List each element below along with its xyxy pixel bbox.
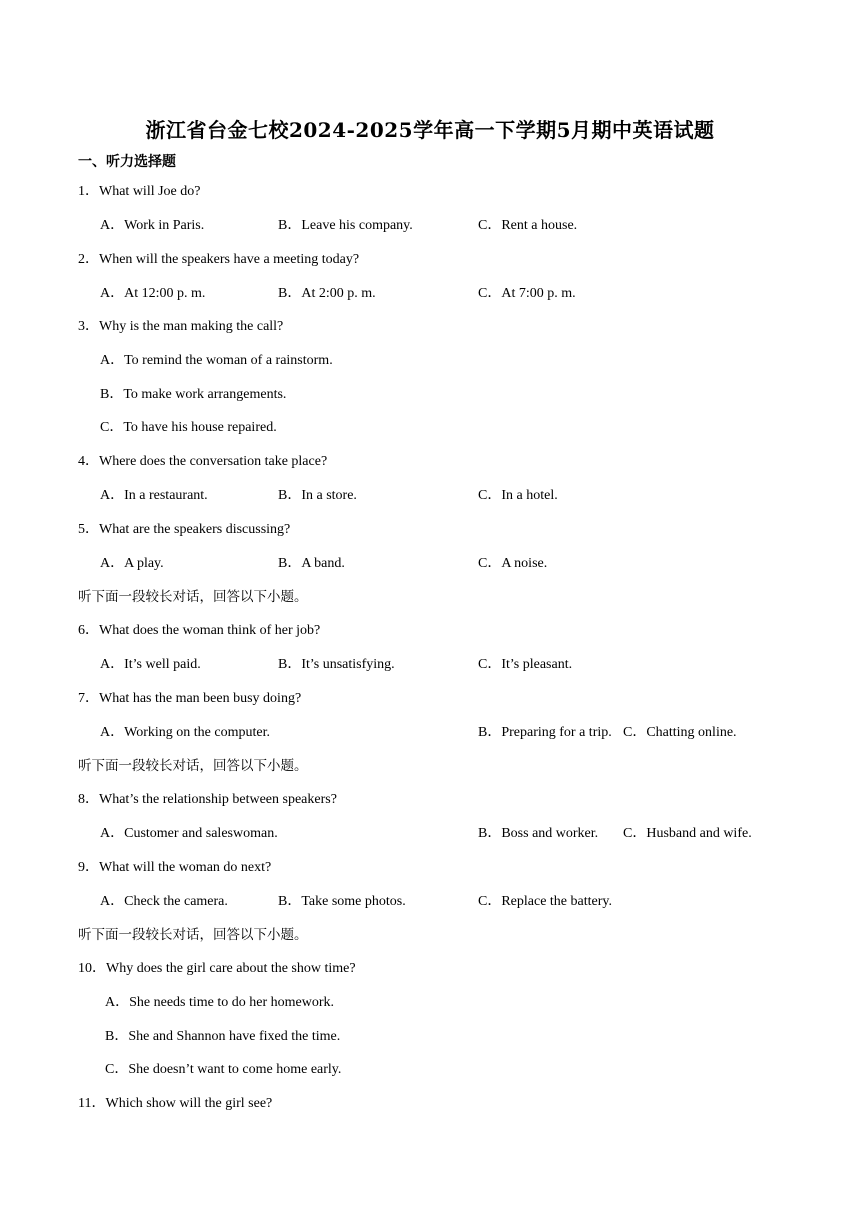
- question-2: 2．When will the speakers have a meeting today?: [78, 252, 360, 267]
- question-11: 11．Which show will the girl see?: [78, 1096, 273, 1111]
- question-4: 4．Where does the conversation take place?: [78, 454, 328, 469]
- question-7: 7．What has the man been busy doing?: [78, 691, 302, 706]
- question-5: 5．What are the speakers discussing?: [78, 522, 291, 537]
- question-5-option-b: B．A band.: [278, 556, 345, 571]
- question-9: 9．What will the woman do next?: [78, 860, 272, 875]
- question-4-option-a: A．In a restaurant.: [100, 488, 208, 503]
- question-3: 3．Why is the man making the call?: [78, 319, 284, 334]
- question-6-option-c: C．It’s pleasant.: [478, 657, 573, 672]
- question-2-option-b: B．At 2:00 p. m.: [278, 286, 376, 301]
- question-10: 10．Why does the girl care about the show time?: [78, 961, 356, 976]
- question-10-option-a: A．She needs time to do her homework.: [105, 995, 335, 1010]
- question-3-option-c: C．To have his house repaired.: [100, 420, 277, 435]
- question-8: 8．What’s the relationship between speakers?: [78, 792, 337, 807]
- long-dialogue-instruction: 听下面一段较长对话，回答以下小题。: [78, 758, 308, 774]
- question-8-option-a: A．Customer and saleswoman.: [100, 826, 278, 841]
- question-1-option-a: A．Work in Paris.: [100, 218, 205, 233]
- question-7-option-a: A．Working on the computer.: [100, 725, 270, 740]
- question-6: 6．What does the woman think of her job?: [78, 623, 321, 638]
- question-2-option-c: C．At 7:00 p. m.: [478, 286, 576, 301]
- question-9-option-a: A．Check the camera.: [100, 894, 228, 909]
- question-8-option-b: B．Boss and worker.: [478, 826, 599, 841]
- question-3-option-a: A．To remind the woman of a rainstorm.: [100, 353, 333, 368]
- question-1-option-b: B．Leave his company.: [278, 218, 413, 233]
- question-10-option-b: B．She and Shannon have fixed the time.: [105, 1029, 341, 1044]
- question-1-option-c: C．Rent a house.: [478, 218, 578, 233]
- document-title: 浙江省台金七校2024-2025学年高一下学期5月期中英语试题: [145, 118, 715, 142]
- section-heading: 一、听力选择题: [78, 154, 176, 170]
- question-7-option-c: C．Chatting online.: [623, 725, 737, 740]
- question-2-option-a: A．At 12:00 p. m.: [100, 286, 206, 301]
- question-6-option-a: A．It’s well paid.: [100, 657, 201, 672]
- question-3-option-b: B．To make work arrangements.: [100, 387, 287, 402]
- question-7-option-b: B．Preparing for a trip.: [478, 725, 612, 740]
- question-4-option-b: B．In a store.: [278, 488, 357, 503]
- question-5-option-c: C．A noise.: [478, 556, 548, 571]
- question-9-option-b: B．Take some photos.: [278, 894, 406, 909]
- question-8-option-c: C．Husband and wife.: [623, 826, 752, 841]
- question-4-option-c: C．In a hotel.: [478, 488, 558, 503]
- question-10-option-c: C．She doesn’t want to come home early.: [105, 1062, 342, 1077]
- question-1: 1．What will Joe do?: [78, 184, 201, 199]
- long-dialogue-instruction: 听下面一段较长对话，回答以下小题。: [78, 589, 308, 605]
- question-9-option-c: C．Replace the battery.: [478, 894, 612, 909]
- question-5-option-a: A．A play.: [100, 556, 164, 571]
- question-6-option-b: B．It’s unsatisfying.: [278, 657, 395, 672]
- long-dialogue-instruction: 听下面一段较长对话，回答以下小题。: [78, 927, 308, 943]
